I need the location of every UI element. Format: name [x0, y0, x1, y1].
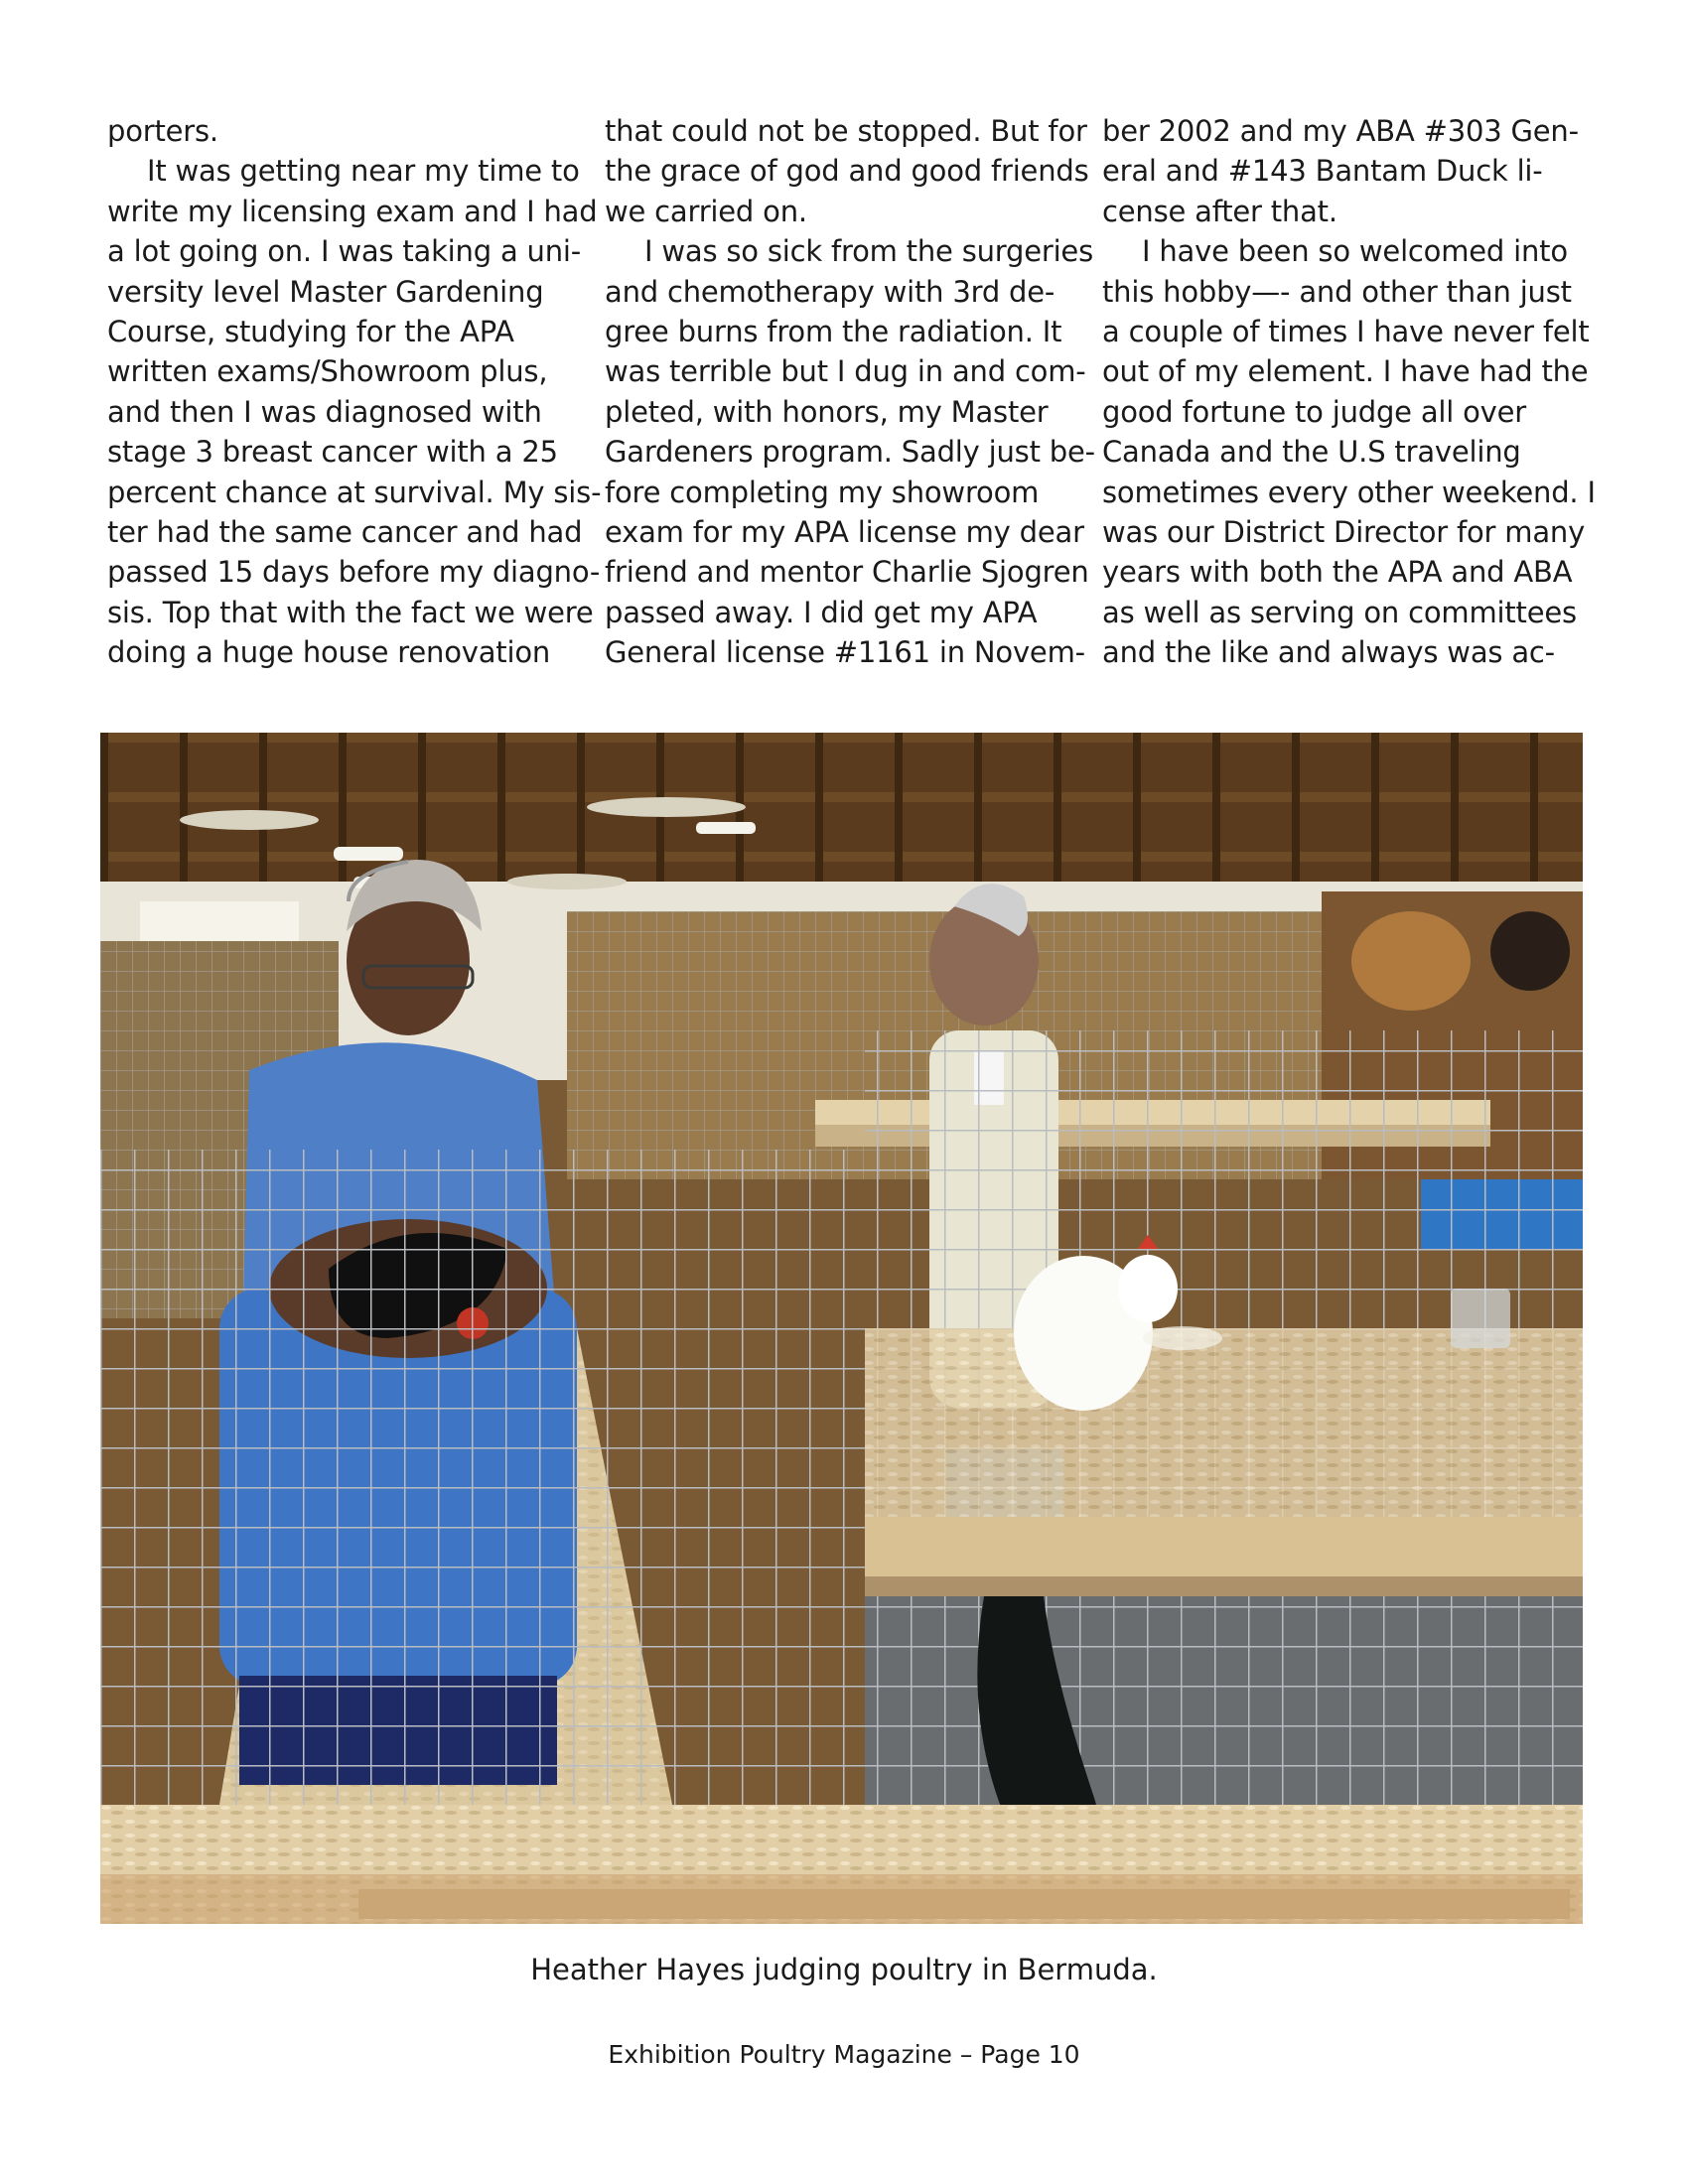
text-line: the grace of god and good friends: [605, 154, 1089, 189]
text-line: as well as serving on committees: [1102, 595, 1577, 629]
text-line: eral and #143 Bantam Duck li-: [1102, 154, 1543, 189]
text-line: was our District Director for many: [1102, 514, 1586, 549]
text-line: passed away. I did get my APA: [605, 595, 1038, 629]
text-line: friend and mentor Charlie Sjogren: [605, 555, 1089, 590]
text-line: and then I was diagnosed with: [107, 394, 542, 429]
text-line: General license #1161 in Novem-: [605, 635, 1085, 670]
text-line: doing a huge house renovation: [107, 635, 551, 670]
text-line: years with both the APA and ABA: [1102, 555, 1573, 590]
text-line: this hobby—- and other than just: [1102, 274, 1572, 309]
text-line: I have been so welcomed into: [1142, 234, 1568, 269]
text-line: exam for my APA license my dear: [605, 514, 1084, 549]
text-line: ter had the same cancer and had: [107, 514, 583, 549]
text-line: we carried on.: [605, 194, 807, 228]
text-line: that could not be stopped. But for: [605, 114, 1087, 148]
text-column-1: [107, 111, 602, 677]
text-line: passed 15 days before my diagno-: [107, 555, 601, 590]
text-line: It was getting near my time to: [147, 154, 580, 189]
text-line: stage 3 breast cancer with a 25: [107, 435, 558, 470]
text-line: I was so sick from the surgeries: [644, 234, 1093, 269]
text-line: and the like and always was ac-: [1102, 635, 1555, 670]
text-line: percent chance at survival. My sis-: [107, 475, 602, 509]
text-line: sis. Top that with the fact we were: [107, 595, 594, 629]
text-line: Gardeners program. Sadly just be-: [605, 435, 1095, 470]
text-line: cense after that.: [1102, 194, 1337, 228]
text-line: a couple of times I have never felt: [1102, 314, 1590, 348]
text-line: write my licensing exam and I had: [107, 194, 598, 228]
article-body: [107, 111, 1596, 677]
page-footer: Exhibition Poultry Magazine – Page 10: [608, 2040, 1080, 2069]
text-line: Course, studying for the APA: [107, 314, 514, 348]
text-line: sometimes every other weekend. I: [1102, 475, 1596, 509]
text-column-3: [1102, 111, 1596, 677]
photo-caption: Heather Hayes judging poultry in Bermuda.: [530, 1953, 1158, 1986]
text-line: and chemotherapy with 3rd de-: [605, 274, 1055, 309]
text-line: versity level Master Gardening: [107, 274, 544, 309]
text-line: written exams/Showroom plus,: [107, 354, 548, 389]
text-line: was terrible but I dug in and com-: [605, 354, 1086, 389]
text-line: a lot going on. I was taking a uni-: [107, 234, 582, 269]
text-line: good fortune to judge all over: [1102, 394, 1527, 429]
poultry-judging-photo: [100, 733, 1583, 1924]
text-line: gree burns from the radiation. It: [605, 314, 1062, 348]
text-line: Canada and the U.S traveling: [1102, 435, 1521, 470]
text-line: ber 2002 and my ABA #303 Gen-: [1102, 114, 1579, 148]
text-line: pleted, with honors, my Master: [605, 394, 1049, 429]
text-column-2: [605, 111, 1095, 677]
text-line: porters.: [107, 114, 218, 148]
text-line: out of my element. I have had the: [1102, 354, 1589, 389]
text-line: fore completing my showroom: [605, 475, 1040, 509]
